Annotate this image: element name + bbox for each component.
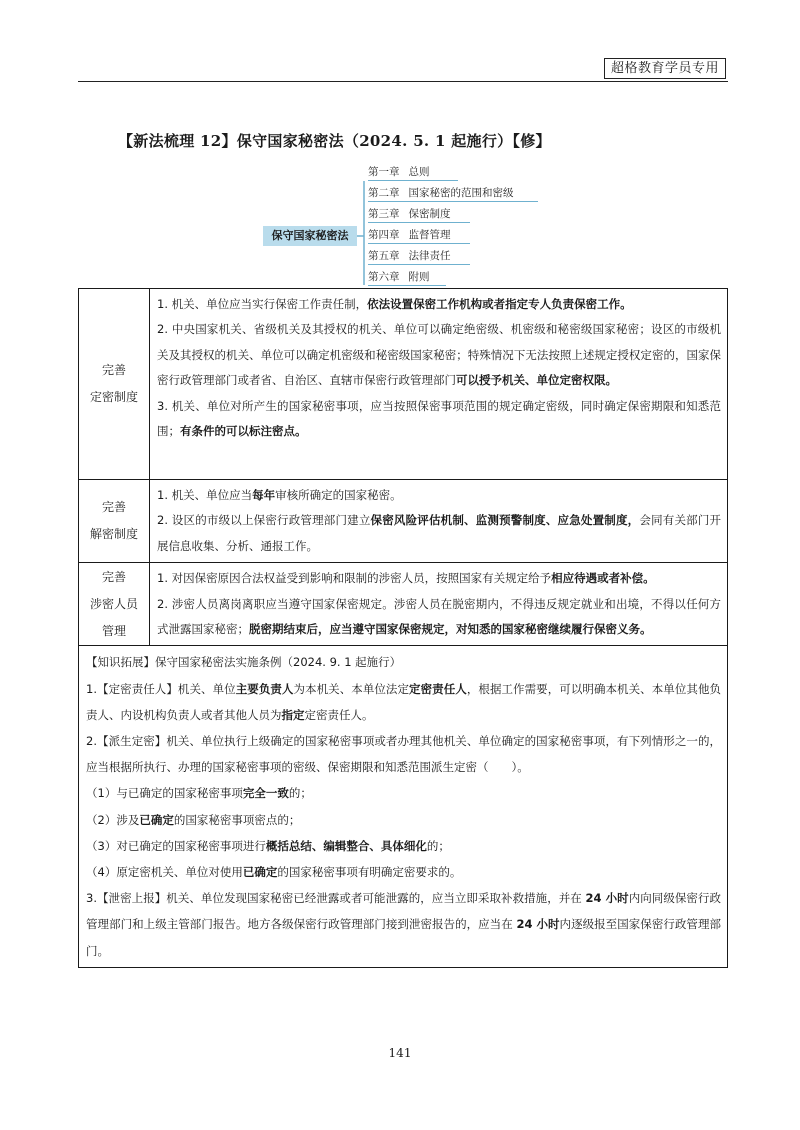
section-item: [157, 317, 721, 393]
page-title: 【新法梳理 12】保守国家秘密法（2024. 5. 1 起施行）【修】: [118, 132, 551, 150]
section-label-line: 定密制度: [89, 390, 138, 404]
section-content: [150, 480, 728, 563]
extension-line: [86, 676, 721, 728]
mindmap-chapter-4: 第四章 监督管理: [368, 227, 460, 244]
emphasis-text: 依法设置保密工作机构或者指定专人负责保密工作。: [367, 297, 632, 311]
body-text: 3. 机关、单位对所产生的国家秘密事项，应当按照保密事项范围的规定确定密级，同时确定保密期限和知悉范围；: [157, 398, 721, 439]
section-content: [150, 563, 728, 646]
knowledge-extension: [79, 646, 728, 967]
body-text: 的国家秘密事项密点的；: [173, 812, 301, 827]
section-label-line: 完善: [101, 500, 126, 515]
body-text: 2. 中央国家机关、省级机关及其授权的机关、单位可以确定绝密级、机密级和秘密级国家秘密；设区的市级机关及其授权的机关、单位可以确定机密级和秘密级国家秘密；特殊情况下无法按照上述规定授权定密的，国家保密行政管理部门或者省、自治区、直辖市保密行政管理部门: [157, 322, 721, 388]
section-label: [79, 563, 150, 646]
body-text: 1. 机关、单位应当: [157, 488, 253, 502]
section-item: [157, 292, 721, 317]
mindmap-chapter-3: 第三章 保密制度: [368, 206, 460, 223]
emphasis-text: 指定: [281, 707, 305, 722]
section-content: [150, 289, 728, 480]
extension-line: [86, 833, 721, 859]
mindmap-chapter-2: 第二章 国家秘密的范围和密级: [368, 185, 523, 202]
section-row-define: [79, 289, 728, 480]
section-label-line: 完善: [101, 363, 126, 377]
body-text: 1.【定密责任人】机关、单位: [86, 681, 236, 696]
body-text: 的；: [426, 838, 450, 853]
body-text: 3.【泄密上报】机关、单位发现国家秘密已经泄露或者可能泄露的，应当立即采取补救措施，并在: [86, 891, 586, 906]
section-row-declassify: [79, 480, 728, 563]
emphasis-text: 已确定: [242, 865, 278, 880]
body-text: 的；: [288, 786, 312, 801]
section-item: [157, 483, 721, 508]
emphasis-text: 定密责任人: [409, 681, 467, 696]
header-rule: [78, 81, 728, 82]
content-table: [78, 288, 728, 968]
body-text: 审核所确定的国家秘密。: [275, 488, 402, 502]
emphasis-text: 相应待遇或者补偿。: [551, 571, 655, 586]
body-text: ，根据工作需要，可以明确本机关、本单位其他负责人、内设机构负责人或者其他人员为: [86, 681, 721, 722]
emphasis-text: 每年: [252, 488, 276, 502]
extension-line: [86, 728, 721, 780]
extension-line: [86, 885, 721, 964]
body-text: 的国家秘密事项有明确定密要求的。: [277, 865, 462, 880]
section-item: [157, 566, 721, 591]
emphasis-text: 24 小时: [516, 917, 560, 932]
extension-line: [86, 807, 721, 833]
emphasis-text: 概括总结、编辑整合、具体细化: [265, 838, 427, 853]
emphasis-text: 主要负责人: [235, 681, 294, 696]
emphasis-text: 已确定: [139, 812, 174, 827]
body-text: 1. 机关、单位应当实行保密工作责任制，: [157, 297, 368, 311]
extension-row: [79, 646, 728, 967]
emphasis-text: 可以授予机关、单位定密权限。: [456, 373, 617, 388]
body-text: 为本机关、本单位法定: [293, 681, 410, 696]
body-text: 会同有关部门开展信息收集、分析、通报工作。: [157, 513, 722, 553]
emphasis-text: 保密风险评估机制、监测预警制度、应急处置制度，: [370, 513, 640, 528]
body-text: 1. 对因保密原因合法权益受到影响和限制的涉密人员，按照国家有关规定给予: [157, 571, 552, 586]
body-text: 定密责任人。: [304, 707, 374, 722]
body-text: （4）原定密机关、单位对使用: [86, 865, 243, 880]
section-row-personnel: [79, 563, 728, 646]
page-number: 141: [388, 1046, 412, 1060]
section-item: [157, 592, 721, 643]
section-label-line: 解密制度: [89, 527, 138, 542]
body-text: （3）对已确定的国家秘密事项进行: [86, 838, 266, 853]
body-text: 内逐级报至国家保密行政管理部门。: [86, 917, 721, 958]
mindmap: [255, 164, 555, 292]
header-tag: 超格教育学员专用: [604, 58, 726, 79]
section-label-line: 管理: [101, 623, 126, 638]
body-text: （1）与已确定的国家秘密事项: [86, 786, 243, 801]
emphasis-text: 完全一致: [242, 786, 289, 801]
body-text: （2）涉及: [86, 812, 140, 827]
body-text: 内向同级保密行政管理部门和上级主管部门报告。地方各级保密行政管理部门接到泄密报告的，应当在: [86, 891, 721, 932]
extension-line: [86, 649, 721, 675]
mindmap-center: 保守国家秘密法: [263, 226, 357, 246]
body-text: 2.【派生定密】机关、单位执行上级确定的国家秘密事项或者办理其他机关、单位确定的国家秘密事项，有下列情形之一的，应当根据所执行、办理的国家秘密事项的密级、保密期限和知悉范围派生定密（ ）。: [86, 734, 721, 775]
mindmap-chapter-5: 第五章 法律责任: [368, 248, 460, 265]
section-label: [79, 289, 150, 480]
body-text: 2. 涉密人员离岗离职应当遵守国家保密规定。涉密人员在脱密期内，不得违反规定就业和出境，不得以任何方式泄露国家秘密；: [157, 596, 721, 637]
emphasis-text: 有条件的可以标注密点。: [180, 424, 307, 439]
section-item: [157, 508, 721, 559]
section-label-line: 完善: [101, 569, 126, 584]
mindmap-chapter-1: 第一章 总则: [368, 164, 439, 181]
emphasis-text: 24 小时: [585, 891, 629, 906]
body-text: 2. 设区的市级以上保密行政管理部门建立: [157, 513, 371, 528]
section-label: [79, 480, 150, 563]
mindmap-chapter-6: 第六章 附则: [368, 269, 439, 286]
section-item: [157, 394, 721, 445]
section-label-line: 涉密人员: [89, 596, 138, 611]
extension-line: [86, 859, 721, 885]
emphasis-text: 脱密期结束后，应当遵守国家保密规定，对知悉的国家秘密继续履行保密义务。: [249, 622, 652, 637]
extension-line: [86, 780, 721, 806]
body-text: 【知识拓展】保守国家秘密法实施条例（2024. 9. 1 起施行）: [86, 655, 402, 670]
